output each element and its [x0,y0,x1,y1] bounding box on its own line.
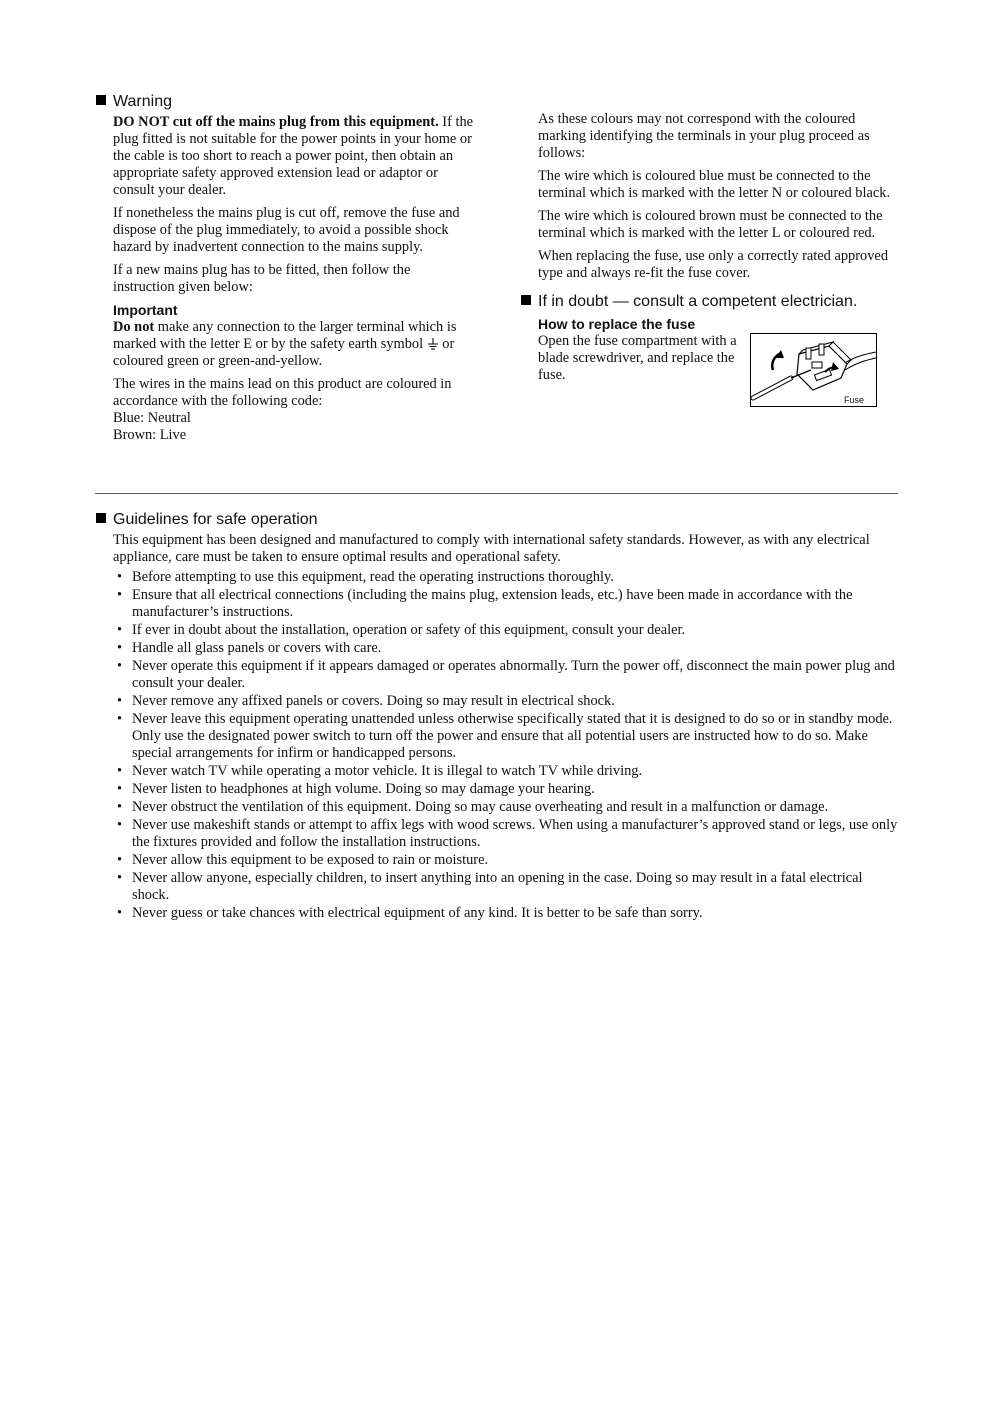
bullet-dot: • [117,569,123,585]
list-item: • Never remove any affixed panels or covers. Doing so may result in electrical shock. [117,693,615,709]
guidelines-intro: This equipment has been designed and manufactured to comply with international safety standards. However, as with any electrical appliance, care must be taken to ensure optimal results and operational safety. [113,532,870,565]
bullet-dot: • [117,587,123,603]
colours-paragraph: As these colours may not correspond with the coloured marking identifying the terminals in your plug proceed as follows: [538,111,870,161]
list-item: • Never listen to headphones at high volume. Doing so may damage your hearing. [117,781,595,797]
list-item: • Never use makeshift stands or attempt to affix legs with wood screws. When using a manufacturer’s approved stand or legs, use only the fixtures provided and follow the installation instructions. [117,817,898,850]
list-item: • Ensure that all electrical connections (including the mains plug, extension leads, etc.) have been made in accordance with the manufacturer’s instructions. [117,587,853,620]
bullet-dot: • [117,870,123,886]
bullet-dot: • [117,763,123,779]
bullet-dot: • [117,658,123,674]
bullet-dot: • [117,711,123,727]
warning-paragraph-2: If nonetheless the mains plug is cut off, remove the fuse and dispose of the plug immediately, to avoid a possible shock hazard by inadvertent connection to the mains supply. [113,205,460,255]
guidelines-list [95,569,898,922]
list-item: • Never leave this equipment operating unattended unless otherwise specifically stated that it is designed to do so or in standby mode. Only use the designated power switch to turn off the power and ensure that all potential users are instructed how to do so. Make special arrangements for infirm or handicapped persons. [117,711,893,761]
bullet-dot: • [117,905,123,921]
brown-wire-paragraph: The wire which is coloured brown must be connected to the terminal which is marked with the letter L or coloured red. [538,208,883,241]
fuse-replace-paragraph: When replacing the fuse, use only a correctly rated approved type and always re-fit the fuse cover. [538,248,889,281]
blue-wire-paragraph: The wire which is coloured blue must be connected to the terminal which is marked with the letter N or coloured black. [538,168,891,201]
doubt-heading: If in doubt — consult a competent electrician. [520,292,900,312]
bullet-dot: • [117,693,123,709]
square-bullet-icon [521,295,531,305]
list-item: • Never allow this equipment to be exposed to rain or moisture. [117,852,489,868]
guidelines-heading: Guidelines for safe operation [95,510,898,530]
list-item: • Never watch TV while operating a motor vehicle. It is illegal to watch TV while driving. [117,763,643,779]
warning-paragraph-3: If a new mains plug has to be fitted, then follow the instruction given below: [113,262,411,295]
code-brown: Brown: Live [113,427,187,443]
list-item: • Never operate this equipment if it appears damaged or operates abnormally. Turn the power off, disconnect the main power plug and consult your dealer. [117,658,895,691]
earth-symbol-icon [427,337,439,351]
bullet-dot: • [117,640,123,656]
warning-paragraph-1: DO NOT cut off the mains plug from this equipment. If the plug fitted is not suitable for the power points in your home or the cable is too short to reach a power point, then obtain an appropriate safety approved extension lead or adaptor or consult your dealer. [113,114,474,198]
guidelines-section [95,510,898,923]
list-item: • Never obstruct the ventilation of this equipment. Doing so may cause overheating and result in a malfunction or damage. [117,799,829,815]
fuse-subheading: How to replace the fuse [538,316,696,332]
fuse-block [520,316,900,405]
list-item: • Never allow anyone, especially children, to insert anything into an opening in the case. Doing so may result in a fatal electrical shock. [117,870,863,903]
plug-fuse-illustration [750,333,877,407]
warning-section [95,92,475,444]
wiring-section [520,111,900,405]
square-bullet-icon [96,513,106,523]
important-subheading: Important [113,302,178,318]
bullet-dot: • [117,817,123,833]
list-item: • Handle all glass panels or covers with care. [117,640,382,656]
square-bullet-icon [96,95,106,105]
fuse-instructions: Open the fuse compartment with a blade screwdriver, and replace the fuse. [538,333,737,383]
list-item: • Never guess or take chances with electrical equipment of any kind. It is better to be safe than sorry. [117,905,703,921]
section-divider [95,493,898,494]
bullet-dot: • [117,781,123,797]
list-item: • If ever in doubt about the installation, operation or safety of this equipment, consult your dealer. [117,622,686,638]
list-item: • Before attempting to use this equipment, read the operating instructions thoroughly. [117,569,614,585]
wires-paragraph: The wires in the mains lead on this product are coloured in accordance with the following code: [113,376,452,409]
code-blue: Blue: Neutral [113,410,191,426]
important-paragraph: Do not make any connection to the larger terminal which is marked with the letter E or by the safety earth symbol or coloured green or green-and-yellow. [113,319,457,369]
bullet-dot: • [117,852,123,868]
fuse-label: Fuse [843,395,864,405]
bullet-dot: • [117,622,123,638]
bullet-dot: • [117,799,123,815]
warning-heading: Warning [95,92,475,112]
